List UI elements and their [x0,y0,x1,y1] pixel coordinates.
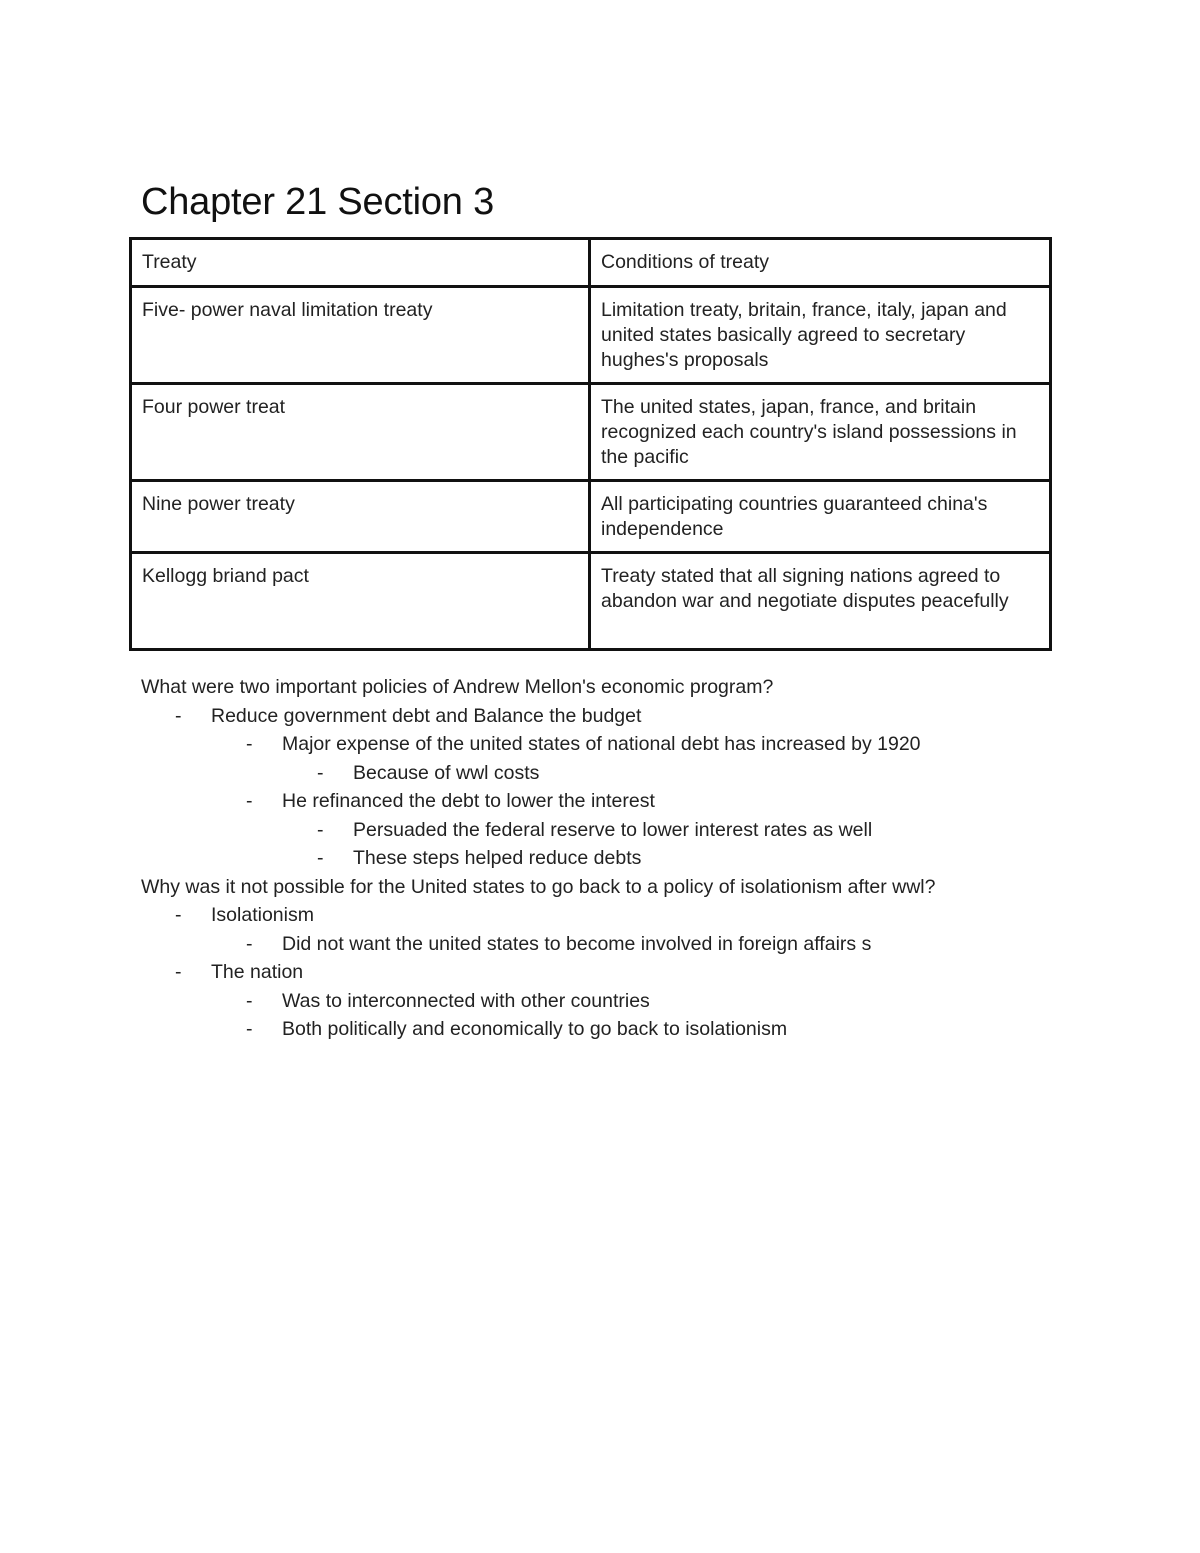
table-header-cell: Conditions of treaty [590,239,1051,287]
table-row [131,384,1051,481]
treaty-name-cell: Five- power naval limitation treaty [131,287,590,384]
note-text: What were two important policies of Andrew Mellon's economic program? [141,676,774,698]
bullet-item [141,1015,1141,1044]
question-line [141,673,1141,702]
bullet-item [141,987,1141,1016]
note-text: He refinanced the debt to lower the interest [282,790,655,812]
bullet-dash: - [246,1018,253,1040]
note-text: Major expense of the united states of national debt has increased by 1920 [282,733,921,755]
note-text: Because of wwl costs [353,761,540,784]
treaty-conditions-cell: The united states, japan, france, and britain recognized each country's island possessions in the pacific [590,384,1051,481]
table-row [131,481,1051,553]
bullet-dash: - [175,704,182,727]
bullet-item [141,759,1141,788]
bullet-item [141,930,1141,959]
bullet-item [141,958,1141,987]
table-row [131,553,1051,650]
treaty-conditions-cell: Treaty stated that all signing nations agreed to abandon war and negotiate disputes peacefully [590,553,1051,650]
note-text: Persuaded the federal reserve to lower interest rates as well [353,818,873,841]
bullet-dash: - [246,790,253,812]
table-row [131,287,1051,384]
bullet-item [141,702,1141,731]
treaty-name-cell: Kellogg briand pact [131,553,590,650]
bullet-dash: - [246,733,253,755]
note-text: Reduce government debt and Balance the budget [211,704,642,727]
note-text: These steps helped reduce debts [353,847,642,869]
question-line [141,873,1141,902]
bullet-dash: - [175,961,182,983]
bullet-item [141,901,1141,930]
bullet-item [141,816,1141,845]
bullet-dash: - [317,761,324,784]
treaty-table [129,237,1052,651]
treaty-name-cell: Nine power treaty [131,481,590,553]
bullet-dash: - [317,818,324,841]
bullet-dash: - [246,932,253,955]
note-text: Was to interconnected with other countries [282,989,650,1012]
note-text: Isolationism [211,904,314,926]
table-header-row [131,239,1051,287]
notes-outline [141,673,1141,1044]
note-text: Why was it not possible for the United states to go back to a policy of isolationism after wwl? [141,875,936,898]
bullet-item [141,787,1141,816]
note-text: Did not want the united states to become involved in foreign affairs s [282,932,872,955]
note-text: Both politically and economically to go back to isolationism [282,1018,788,1040]
bullet-item [141,844,1141,873]
treaty-conditions-cell: All participating countries guaranteed china's independence [590,481,1051,553]
bullet-dash: - [175,904,182,926]
table-header-cell: Treaty [131,239,590,287]
page-title: Chapter 21 Section 3 [141,181,495,223]
bullet-dash: - [317,847,324,869]
bullet-item [141,730,1141,759]
note-text: The nation [211,961,304,983]
treaty-conditions-cell: Limitation treaty, britain, france, italy, japan and united states basically agreed to secretary hughes's proposals [590,287,1051,384]
treaty-name-cell: Four power treat [131,384,590,481]
bullet-dash: - [246,989,253,1012]
